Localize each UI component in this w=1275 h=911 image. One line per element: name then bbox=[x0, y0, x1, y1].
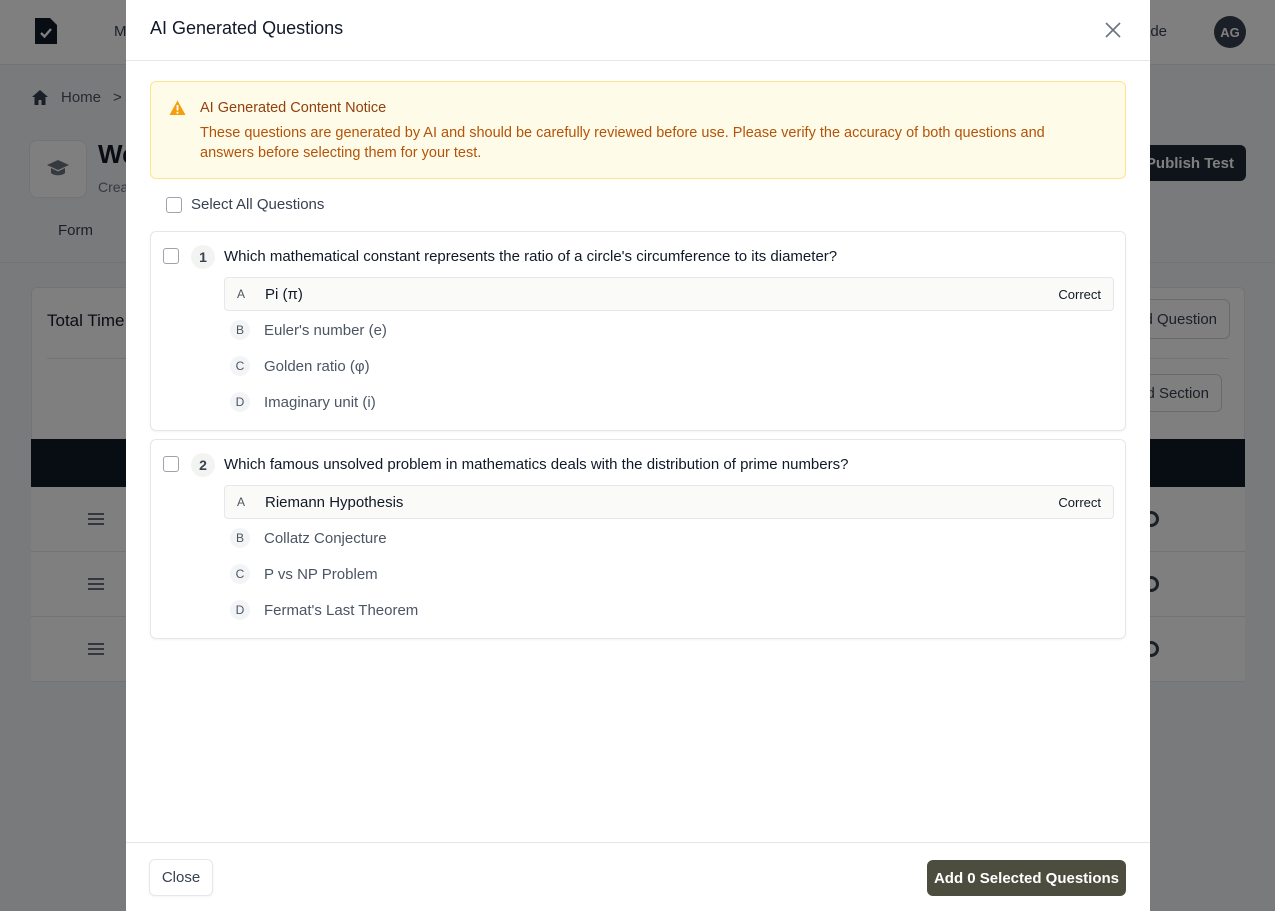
answer-option bbox=[224, 277, 1114, 311]
select-all-row[interactable] bbox=[166, 196, 324, 213]
question-text: Which famous unsolved problem in mathematics deals with the distribution of prime numbers? bbox=[224, 456, 849, 473]
question-text: Which mathematical constant represents the ratio of a circle's circumference to its diameter? bbox=[224, 248, 838, 265]
option-text: Imaginary unit (i) bbox=[264, 393, 376, 411]
question-card bbox=[150, 231, 1126, 431]
notice-title: AI Generated Content Notice bbox=[200, 100, 387, 116]
notice-text: These questions are generated by AI and should be carefully reviewed before use. Please verify the accuracy of both questions and answers before selecting them for your test. bbox=[200, 125, 1045, 161]
question-checkbox[interactable] bbox=[163, 456, 179, 472]
answer-option bbox=[224, 485, 1114, 519]
close-icon[interactable] bbox=[1103, 20, 1123, 40]
option-text: Collatz Conjecture bbox=[264, 529, 387, 547]
option-text: Pi (π) bbox=[265, 285, 303, 303]
select-all-label[interactable]: Select All Questions bbox=[191, 196, 325, 213]
option-text: Euler's number (e) bbox=[264, 321, 387, 339]
ai-questions-modal bbox=[126, 0, 1150, 911]
option-text: P vs NP Problem bbox=[264, 565, 378, 583]
option-letter: D bbox=[230, 392, 250, 412]
question-number: 1 bbox=[191, 245, 215, 269]
modal-footer bbox=[126, 842, 1150, 911]
option-letter: B bbox=[230, 320, 250, 340]
question-checkbox[interactable] bbox=[163, 248, 179, 264]
modal-title: AI Generated Questions bbox=[150, 18, 344, 38]
option-text: Riemann Hypothesis bbox=[265, 493, 404, 511]
correct-badge: Correct bbox=[1058, 494, 1101, 510]
option-letter: A bbox=[236, 495, 245, 509]
add-selected-questions-button[interactable]: Add 0 Selected Questions bbox=[927, 860, 1126, 896]
ai-content-notice bbox=[150, 81, 1126, 179]
question-card bbox=[150, 439, 1126, 639]
option-text: Fermat's Last Theorem bbox=[264, 601, 419, 619]
question-number: 2 bbox=[191, 453, 215, 477]
answer-option bbox=[224, 385, 1114, 419]
answer-option bbox=[224, 313, 1114, 347]
answer-option bbox=[224, 349, 1114, 383]
option-text: Golden ratio (φ) bbox=[264, 357, 370, 375]
option-letter: D bbox=[230, 600, 250, 620]
correct-badge: Correct bbox=[1058, 286, 1101, 302]
option-letter: B bbox=[230, 528, 250, 548]
modal-header bbox=[126, 0, 1150, 61]
option-letter: C bbox=[230, 356, 250, 376]
answer-option bbox=[224, 593, 1114, 627]
option-letter: A bbox=[236, 287, 245, 301]
select-all-checkbox[interactable] bbox=[166, 197, 182, 213]
answer-option bbox=[224, 521, 1114, 555]
answer-option bbox=[224, 557, 1114, 591]
warning-icon bbox=[169, 100, 186, 116]
close-button[interactable]: Close bbox=[149, 859, 213, 896]
option-letter: C bbox=[230, 564, 250, 584]
